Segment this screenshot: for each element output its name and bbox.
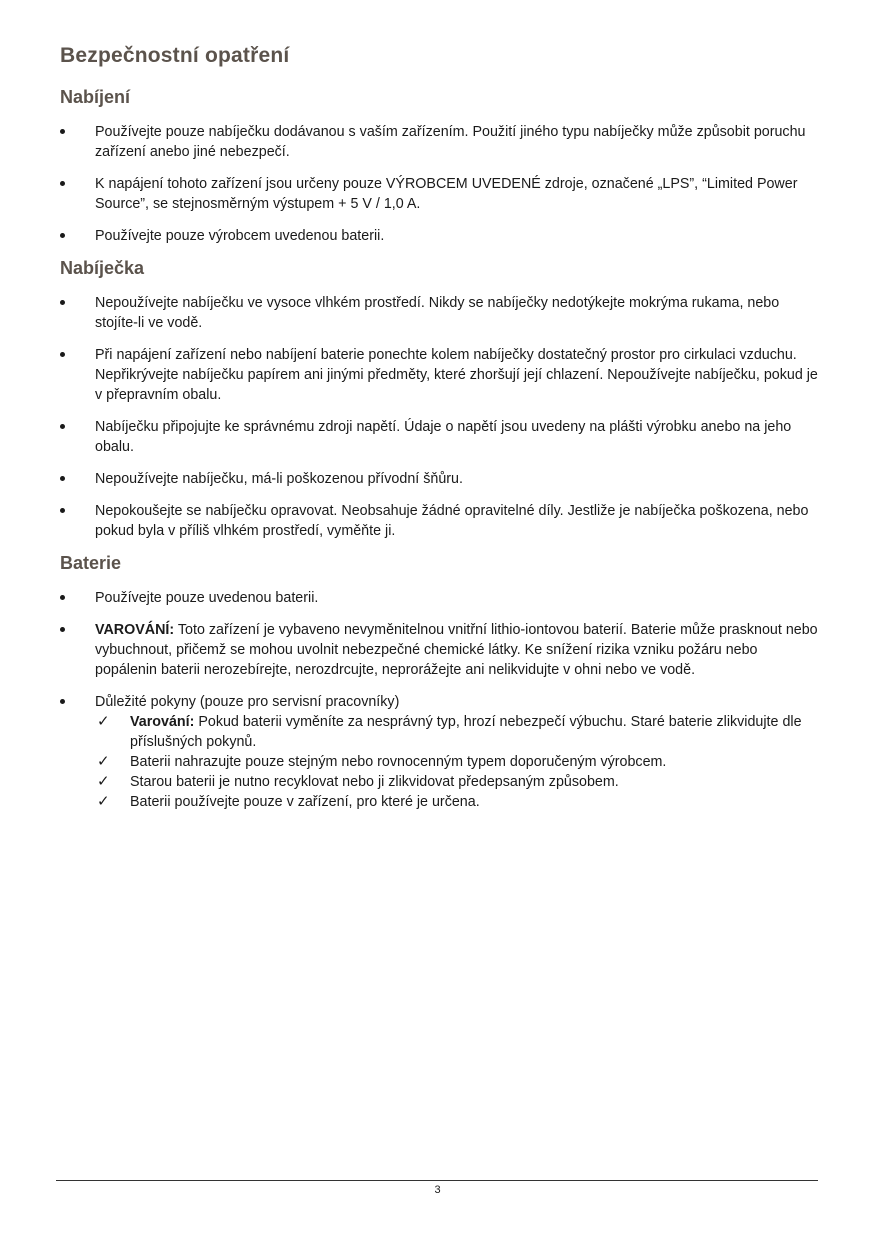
check-item: ✓ Starou baterii je nutno recyklovat nebo ji zlikvidovat předepsaným způsobem.	[97, 772, 619, 790]
page-title: Bezpečnostní opatření	[60, 44, 290, 67]
check-item: ✓ Varování: Pokud baterii vyměníte za nesprávný typ, hrozí nebezpečí výbuchu. Staré baterie zlikvidujte dle příslušných pokynů.	[97, 712, 802, 750]
bullet-dot-icon	[60, 699, 65, 704]
check-mark-icon: ✓	[97, 752, 110, 770]
page-number: 3	[434, 1184, 441, 1196]
bullet-dot-icon	[60, 508, 65, 513]
section-heading-baterie: Baterie	[60, 553, 122, 573]
bullet-dot-icon	[60, 181, 65, 186]
list-item: Používejte pouze nabíječku dodávanou s vaším zařízením. Použití jiného typu nabíječky může způsobit poruchu zařízení anebo jiné nebezpečí.	[60, 122, 820, 162]
check-item: ✓ Baterii nahrazujte pouze stejným nebo rovnocenným typem doporučeným výrobcem.	[97, 752, 667, 770]
bullet-dot-icon	[60, 233, 65, 238]
list-item: Používejte pouze uvedenou baterii.	[60, 588, 820, 608]
bullet-dot-icon	[60, 627, 65, 632]
warning-label: Varování:	[130, 714, 195, 730]
list-item: VAROVÁNÍ: Toto zařízení je vybaveno nevyměnitelnou vnitřní lithio-iontovou baterií. Baterie může prasknout nebo vybuchnout, přičemž se mohou uvolnit nebezpečné chemické látky. Ke snížení rizika vzniku požáru nebo popálenin baterii nerozebírejte, nerozdrcujte, neprorážejte ani nelikvidujte v ohni nebo ve vodě.	[60, 620, 820, 680]
bullet-dot-icon	[60, 352, 65, 357]
bullet-dot-icon	[60, 595, 65, 600]
list-item: K napájení tohoto zařízení jsou určeny pouze VÝROBCEM UVEDENÉ zdroje, označené „LPS”, “Limited Power Source”, se stejnosměrným výstupem + 5 V / 1,0 A.	[60, 174, 820, 214]
list-item: Používejte pouze výrobcem uvedenou baterii.	[60, 226, 820, 246]
baterie-list	[60, 588, 820, 812]
section-heading-nabijecka: Nabíječka	[60, 258, 145, 278]
service-instructions-list	[95, 712, 820, 812]
footer-divider	[56, 1180, 818, 1181]
list-item: Nabíječku připojujte ke správnému zdroji napětí. Údaje o napětí jsou uvedeny na plášti výrobku anebo na jeho obalu.	[60, 417, 820, 457]
check-item: ✓ Baterii používejte pouze v zařízení, pro které je určena.	[97, 792, 480, 810]
check-mark-icon: ✓	[97, 712, 110, 730]
nabijecka-list	[60, 293, 820, 541]
list-item: Nepokoušejte se nabíječku opravovat. Neobsahuje žádné opravitelné díly. Jestliže je nabíječka poškozena, nebo pokud byla v příliš vlhkém prostředí, vyměňte ji.	[60, 501, 820, 541]
bullet-dot-icon	[60, 424, 65, 429]
check-mark-icon: ✓	[97, 772, 110, 790]
list-item: Nepoužívejte nabíječku, má-li poškozenou přívodní šňůru.	[60, 469, 820, 489]
bullet-dot-icon	[60, 129, 65, 134]
bullet-dot-icon	[60, 300, 65, 305]
list-item: Při napájení zařízení nebo nabíjení baterie ponechte kolem nabíječky dostatečný prostor pro cirkulaci vzduchu. Nepřikrývejte nabíječku papírem ani jinými předměty, které zhoršují její chlazení. Nepoužívejte nabíječku, pokud je v přepravním obalu.	[60, 345, 820, 405]
warning-label: VAROVÁNÍ:	[95, 622, 175, 638]
section-heading-nabijeni: Nabíjení	[60, 87, 131, 107]
document-page	[60, 40, 820, 812]
bullet-dot-icon	[60, 476, 65, 481]
list-item: Nepoužívejte nabíječku ve vysoce vlhkém prostředí. Nikdy se nabíječky nedotýkejte mokrýma rukama, nebo stojíte-li ve vodě.	[60, 293, 820, 333]
nabijeni-list	[60, 122, 820, 246]
list-item: Důležité pokyny (pouze pro servisní pracovníky) ✓ Varování: Pokud baterii vyměníte za nesprávný typ, hrozí nebezpečí výbuchu. Staré baterie zlikvidujte dle příslušných pokynů. ✓ Baterii nahrazujte pouze stejným nebo rovnocenným typem doporučeným výrobcem. ✓ Starou baterii je nutno recyklovat nebo ji zlikvidovat předepsaným způsobem. ✓ Baterii používejte pouze v zařízení, pro které je určena.	[60, 692, 820, 812]
check-mark-icon: ✓	[97, 792, 110, 810]
